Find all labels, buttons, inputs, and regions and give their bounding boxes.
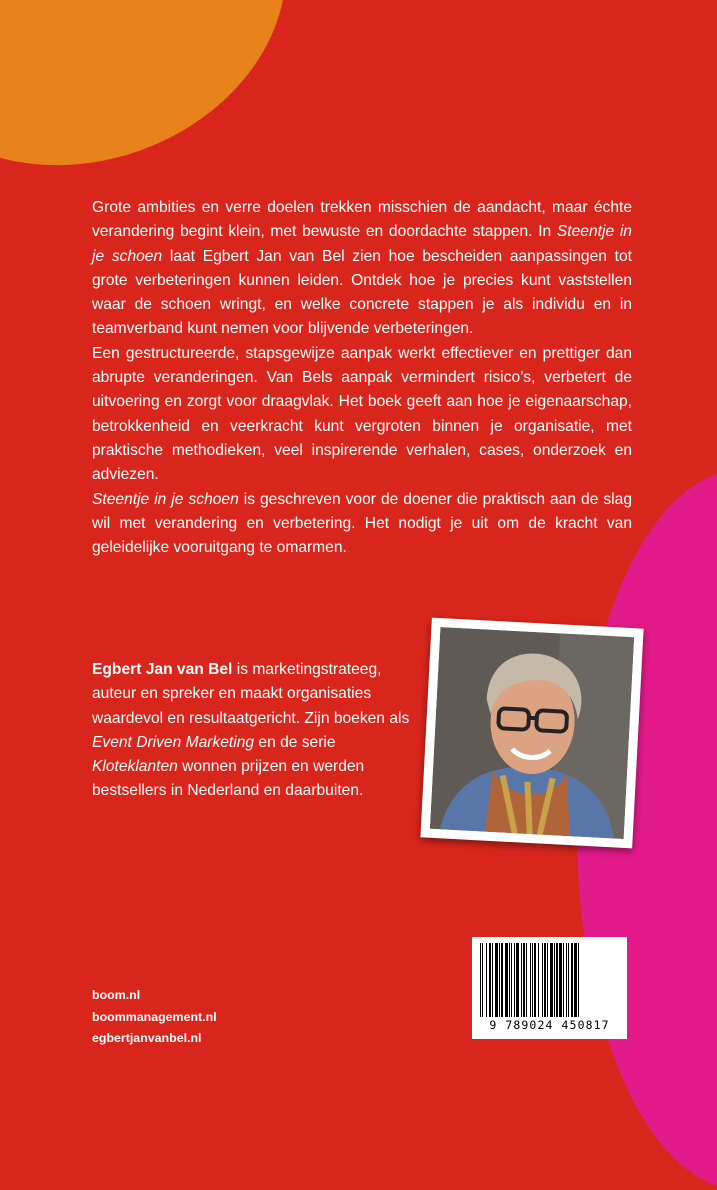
isbn-number: 9 789024 450817 [478,1018,621,1032]
isbn-barcode [472,937,627,1039]
orange-blob-decoration [0,0,334,220]
blurb [92,196,632,560]
author-bio: Egbert Jan van Bel is marketingstrateeg, auteur en spreker en maakt organisaties waardevol en resultaatgericht. Zijn boeken als Event Driven Marketing en de serie Kloteklanten wonnen prijzen en werden bestsellers in Nederland en daarbuiten. [92,658,422,804]
author-portrait-image [430,627,634,839]
blurb-paragraph-1: Grote ambities en verre doelen trekken misschien de aandacht, maar échte verandering begint klein, met bewuste en doordachte stappen. In Steentje in je schoen laat Egbert Jan van Bel zien hoe bescheiden aanpassingen tot grote verbeteringen kunnen leiden. Ontdek hoe je precies kunt vaststellen waar de schoen wringt, en welke concrete stappen je als individu en in teamverband kunt nemen voor blijvende verbeteringen. [92,196,632,342]
link-boom: boom.nl [92,985,217,1007]
book-title: Event Driven Marketing [92,734,254,751]
author-name: Egbert Jan van Bel [92,661,232,678]
barcode-bars [478,943,621,1017]
book-title: Steentje in je schoen [92,491,239,508]
author-photo [420,618,643,849]
link-author: egbertjanvanbel.nl [92,1028,217,1050]
book-title: Kloteklanten [92,758,178,775]
website-links [92,985,217,1050]
blurb-paragraph-2: Een gestructureerde, stapsgewijze aanpak werkt effectiever en prettiger dan abrupte veranderingen. Van Bels aanpak vermindert risico’s, verbetert de uitvoering en zorgt voor draagvlak. Het boek geeft aan hoe je eigenaarschap, betrokkenheid en veerkracht kunt vergroten binnen je organisatie, met praktische methodieken, veel inspirerende verhalen, cases, onderzoek en adviezen. [92,342,632,488]
link-boommanagement: boommanagement.nl [92,1007,217,1029]
blurb-paragraph-3: Steentje in je schoen is geschreven voor de doener die praktisch aan de slag wil met verandering en verbetering. Het nodigt je uit om de kracht van geleidelijke vooruitgang te omarmen. [92,488,632,561]
book-title: Steentje in je schoen [92,223,632,264]
